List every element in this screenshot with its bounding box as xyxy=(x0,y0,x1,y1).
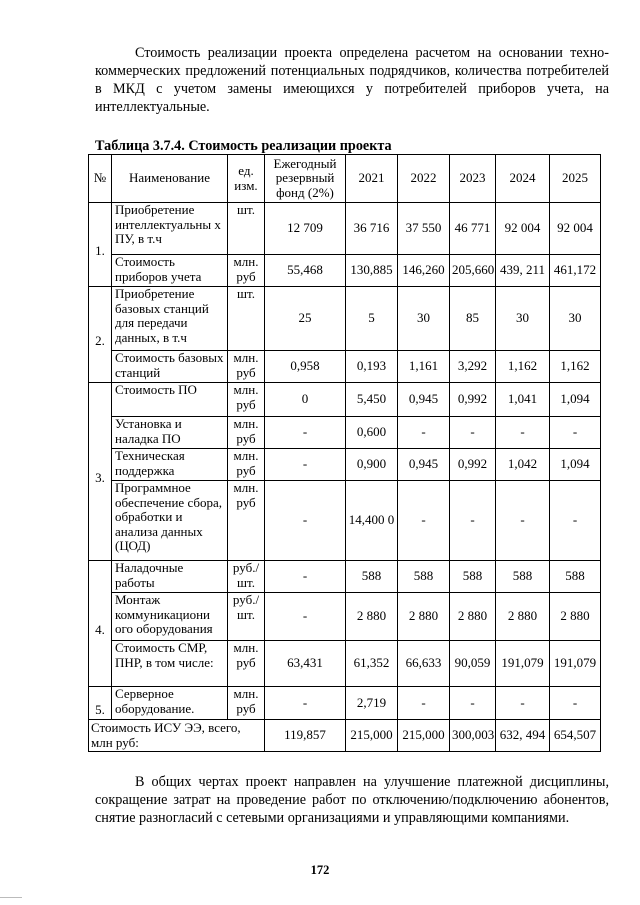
value-reserve: 55,468 xyxy=(265,255,346,287)
value-2022: 37 550 xyxy=(398,203,450,255)
table-row xyxy=(89,593,601,641)
item-name: Стоимость приборов учета xyxy=(112,255,228,287)
total-reserve: 119,857 xyxy=(265,720,346,752)
value-2024: 439, 211 xyxy=(496,255,550,287)
item-name: Стоимость ПО xyxy=(112,383,228,417)
value-2023: 0,992 xyxy=(450,449,496,481)
value-2025: - xyxy=(550,481,601,561)
table-row xyxy=(89,417,601,449)
item-unit: руб./ шт. xyxy=(228,593,265,641)
row-number: 2. xyxy=(89,287,112,383)
value-2024: 191,079 xyxy=(496,641,550,687)
table-row xyxy=(89,287,601,351)
table-row xyxy=(89,561,601,593)
item-name: Установка и наладка ПО xyxy=(112,417,228,449)
value-2021: 2,719 xyxy=(346,687,398,720)
value-2022: - xyxy=(398,417,450,449)
item-unit: шт. xyxy=(228,203,265,255)
value-2023: - xyxy=(450,417,496,449)
value-2025: 588 xyxy=(550,561,601,593)
value-2024: 92 004 xyxy=(496,203,550,255)
value-2021: 5 xyxy=(346,287,398,351)
value-2024: 2 880 xyxy=(496,593,550,641)
value-reserve: 25 xyxy=(265,287,346,351)
item-name: Стоимость базовых станций xyxy=(112,351,228,383)
total-label: Стоимость ИСУ ЭЭ, всего, млн руб: xyxy=(89,720,265,752)
value-2022: - xyxy=(398,481,450,561)
value-2021: 36 716 xyxy=(346,203,398,255)
value-2024: 1,162 xyxy=(496,351,550,383)
table-row xyxy=(89,641,601,687)
item-unit: млн. руб xyxy=(228,351,265,383)
value-2023: 46 771 xyxy=(450,203,496,255)
value-reserve: - xyxy=(265,417,346,449)
value-reserve: 63,431 xyxy=(265,641,346,687)
value-2021: 0,193 xyxy=(346,351,398,383)
item-unit: млн. руб xyxy=(228,449,265,481)
header-unit: ед. изм. xyxy=(228,155,265,203)
value-2025: 1,162 xyxy=(550,351,601,383)
value-2023: - xyxy=(450,687,496,720)
value-2025: 1,094 xyxy=(550,383,601,417)
header-2025: 2025 xyxy=(550,155,601,203)
header-name: Наименование xyxy=(112,155,228,203)
value-2022: - xyxy=(398,687,450,720)
value-reserve: - xyxy=(265,561,346,593)
page-number: 172 xyxy=(310,863,330,877)
item-unit: млн. руб xyxy=(228,383,265,417)
total-2024: 632, 494 xyxy=(496,720,550,752)
table-title: Таблица 3.7.4. Стоимость реализации проекта xyxy=(95,138,392,154)
value-2025: 1,094 xyxy=(550,449,601,481)
value-2022: 2 880 xyxy=(398,593,450,641)
table-row xyxy=(89,203,601,255)
value-reserve: 12 709 xyxy=(265,203,346,255)
item-name: Программное обеспечение сбора, обработки и анализа данных (ЦОД) xyxy=(112,481,228,561)
item-unit: млн. руб xyxy=(228,417,265,449)
item-unit: млн. руб xyxy=(228,687,265,720)
item-name: Наладочные работы xyxy=(112,561,228,593)
value-reserve: - xyxy=(265,687,346,720)
value-2025: 2 880 xyxy=(550,593,601,641)
value-reserve: - xyxy=(265,481,346,561)
value-2024: 588 xyxy=(496,561,550,593)
table-row xyxy=(89,255,601,287)
total-2025: 654,507 xyxy=(550,720,601,752)
table-row xyxy=(89,687,601,720)
value-2025: 92 004 xyxy=(550,203,601,255)
value-2024: 1,042 xyxy=(496,449,550,481)
value-2024: - xyxy=(496,417,550,449)
row-number: 5. xyxy=(89,687,112,720)
total-2023: 300,003 xyxy=(450,720,496,752)
value-2025: 461,172 xyxy=(550,255,601,287)
row-number: 1. xyxy=(89,203,112,287)
value-2025: 191,079 xyxy=(550,641,601,687)
value-reserve: - xyxy=(265,593,346,641)
value-2024: - xyxy=(496,481,550,561)
value-2023: 90,059 xyxy=(450,641,496,687)
item-name: Серверное оборудование. xyxy=(112,687,228,720)
value-2025: 30 xyxy=(550,287,601,351)
value-2023: 0,992 xyxy=(450,383,496,417)
value-reserve: 0 xyxy=(265,383,346,417)
item-unit: млн. руб xyxy=(228,641,265,687)
row-number: 4. xyxy=(89,561,112,687)
scan-edge-mark xyxy=(0,897,22,898)
value-2021: 0,900 xyxy=(346,449,398,481)
value-2021: 61,352 xyxy=(346,641,398,687)
item-name: Монтаж коммуникациони ого оборудования xyxy=(112,593,228,641)
cost-table xyxy=(88,154,601,752)
table-row xyxy=(89,351,601,383)
value-2021: 2 880 xyxy=(346,593,398,641)
total-2021: 215,000 xyxy=(346,720,398,752)
header-2024: 2024 xyxy=(496,155,550,203)
value-2024: 1,041 xyxy=(496,383,550,417)
value-2021: 588 xyxy=(346,561,398,593)
item-name: Приобретение интеллектуальны х ПУ, в т.ч xyxy=(112,203,228,255)
value-2021: 14,400 0 xyxy=(346,481,398,561)
value-2022: 30 xyxy=(398,287,450,351)
value-reserve: - xyxy=(265,449,346,481)
item-unit: шт. xyxy=(228,287,265,351)
item-name: Приобретение базовых станций для передачи данных, в т.ч xyxy=(112,287,228,351)
value-2022: 66,633 xyxy=(398,641,450,687)
value-2023: 3,292 xyxy=(450,351,496,383)
value-2022: 1,161 xyxy=(398,351,450,383)
outro-paragraph: В общих чертах проект направлен на улучшение платежной дисциплины, сокращение затрат на проведение работ по отключению/подключению абонентов, снятие разногласий с сетевыми организациями и управляющими компаниями. xyxy=(95,774,609,826)
value-2025: - xyxy=(550,417,601,449)
value-2022: 146,260 xyxy=(398,255,450,287)
table-body xyxy=(89,203,601,720)
value-2025: - xyxy=(550,687,601,720)
value-2024: - xyxy=(496,687,550,720)
value-2023: 85 xyxy=(450,287,496,351)
value-2022: 0,945 xyxy=(398,449,450,481)
value-2023: 588 xyxy=(450,561,496,593)
item-unit: млн. руб xyxy=(228,481,265,561)
table-row xyxy=(89,383,601,417)
header-2022: 2022 xyxy=(398,155,450,203)
total-2022: 215,000 xyxy=(398,720,450,752)
value-reserve: 0,958 xyxy=(265,351,346,383)
header-no: № xyxy=(89,155,112,203)
value-2023: - xyxy=(450,481,496,561)
total-row xyxy=(89,720,601,752)
value-2024: 30 xyxy=(496,287,550,351)
table-row xyxy=(89,449,601,481)
value-2022: 0,945 xyxy=(398,383,450,417)
item-name: Стоимость СМР, ПНР, в том числе: xyxy=(112,641,228,687)
value-2023: 205,660 xyxy=(450,255,496,287)
item-name: Техническая поддержка xyxy=(112,449,228,481)
table-header-row xyxy=(89,155,601,203)
row-number: 3. xyxy=(89,383,112,561)
header-reserve: Ежегодный резервный фонд (2%) xyxy=(265,155,346,203)
header-2023: 2023 xyxy=(450,155,496,203)
table-row xyxy=(89,481,601,561)
header-2021: 2021 xyxy=(346,155,398,203)
item-unit: руб./ шт. xyxy=(228,561,265,593)
value-2022: 588 xyxy=(398,561,450,593)
value-2021: 5,450 xyxy=(346,383,398,417)
value-2021: 0,600 xyxy=(346,417,398,449)
value-2023: 2 880 xyxy=(450,593,496,641)
value-2021: 130,885 xyxy=(346,255,398,287)
item-unit: млн. руб xyxy=(228,255,265,287)
intro-paragraph: Стоимость реализации проекта определена расчетом на основании техно-коммерческих предложений потенциальных подрядчиков, количества потребителей в МКД с учетом замены имеющихся у потребителей приборов учета, на интеллектуальные. xyxy=(95,45,609,115)
